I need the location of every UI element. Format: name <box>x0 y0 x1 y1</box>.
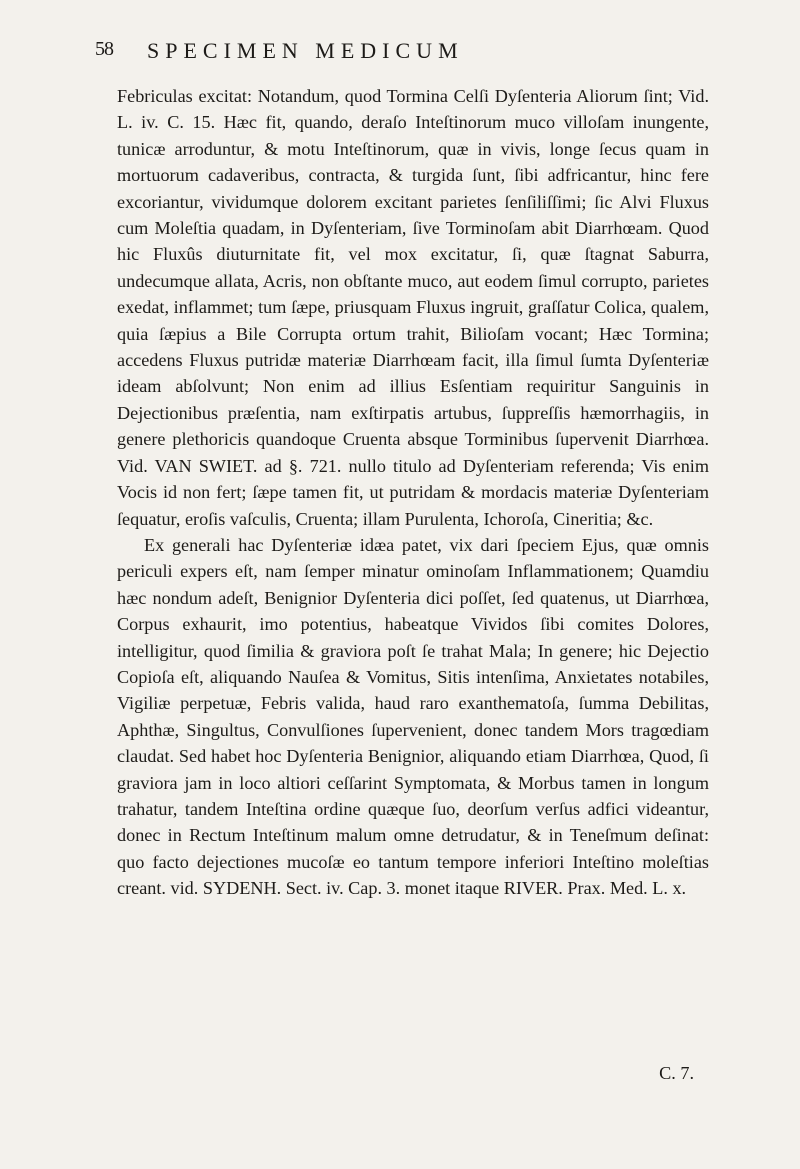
page-number: 58 <box>95 38 113 60</box>
catchword: C. 7. <box>659 1063 694 1083</box>
body-text <box>117 83 709 902</box>
paragraph: Febriculas excitat: Notandum, quod Tormina Celſi Dyſenteria Aliorum ſint; Vid. L. iv. C. 15. Hæc fit, quando, deraſo Inteſtinorum muco villoſam inungente, tunicæ arroduntur, & motu Inteſtinorum, quæ in vivis, longe ſecus quam in mortuorum cadaveribus, contracta, & turgida ſunt, ſibi adfricantur, hinc fere excoriantur, vividumque dolorem excitant parietes ſenſiliſſimi; ſic Alvi Fluxus cum Moleſtia quadam, in Dyſenteriam, ſive Torminoſam abit Diarrhœam. Quod hic Fluxûs diuturnitate fit, vel mox excitatur, ſi, quæ ſtagnat Saburra, undecumque allata, Acris, non obſtante muco, aut eodem ſimul corrupto, parietes exedat, inflammet; tum ſæpe, priusquam Fluxus ingruit, graſſatur Colica, qualem, quia ſæpius a Bile Corrupta ortum trahit, Bilioſam vocant; Hæc Tormina; accedens Fluxus putridæ materiæ Diarrhœam facit, illa ſimul ſumta Dyſenteriæ ideam abſolvunt; Non enim ad illius Esſentiam requiritur Sanguinis in Dejectionibus præſentia, nam exſtirpatis artubus, ſuppreſſis hæmorrhagiis, in genere plethoricis quandoque Cruenta absque Torminibus ſupervenit Diarrhœa. Vid. VAN SWIET. ad §. 721. nullo titulo ad Dyſenteriam referenda; Vis enim Vocis id non fert; ſæpe tamen fit, ut putridam & mordacis materiæ Dyſenteriam ſequatur, eroſis vaſculis, Cruenta; illam Purulenta, Ichoroſa, Cineritia; &c. <box>117 86 709 529</box>
paragraph: Ex generali hac Dyſenteriæ idæa patet, vix dari ſpeciem Ejus, quæ omnis periculi expers eſt, nam ſemper minatur ominoſam Inflammationem; Quamdiu hæc nondum adeſt, Benignior Dyſenteria dici poſſet, ſed quatenus, ut Diarrhœa, Corpus exhaurit, imo potentius, habeatque Vividos ſibi comites Dolores, intelligitur, quod ſimilia & graviora poſt ſe trahat Mala; In genere; hic Dejectio Copioſa eſt, aliquando Nauſea & Vomitus, Sitis intenſima, Anxietates notabiles, Vigiliæ perpetuæ, Febris valida, haud raro exanthematoſa, ſumma Debilitas, Aphthæ, Singultus, Convulſiones ſupervenient, donec tandem Mors tragœdiam claudat. Sed habet hoc Dyſenteria Benignior, aliquando etiam Diarrhœa, Quod, ſi graviora jam in loco altiori ceſſarint Symptomata, & Morbus tamen in longum trahatur, tandem Inteſtina ordine quæque ſuo, deorſum verſus adfici videantur, donec in Rectum Inteſtinum malum omne detrudatur, & in Teneſmum deſinat: quo facto dejectiones mucoſæ eo tantum tempore inferiori Inteſtino moleſtias creant. vid. SYDENH. Sect. iv. Cap. 3. monet itaque RIVER. Prax. Med. L. x. <box>117 534 709 899</box>
running-title: SPECIMEN MEDICUM <box>147 38 464 63</box>
page-header <box>95 38 710 78</box>
